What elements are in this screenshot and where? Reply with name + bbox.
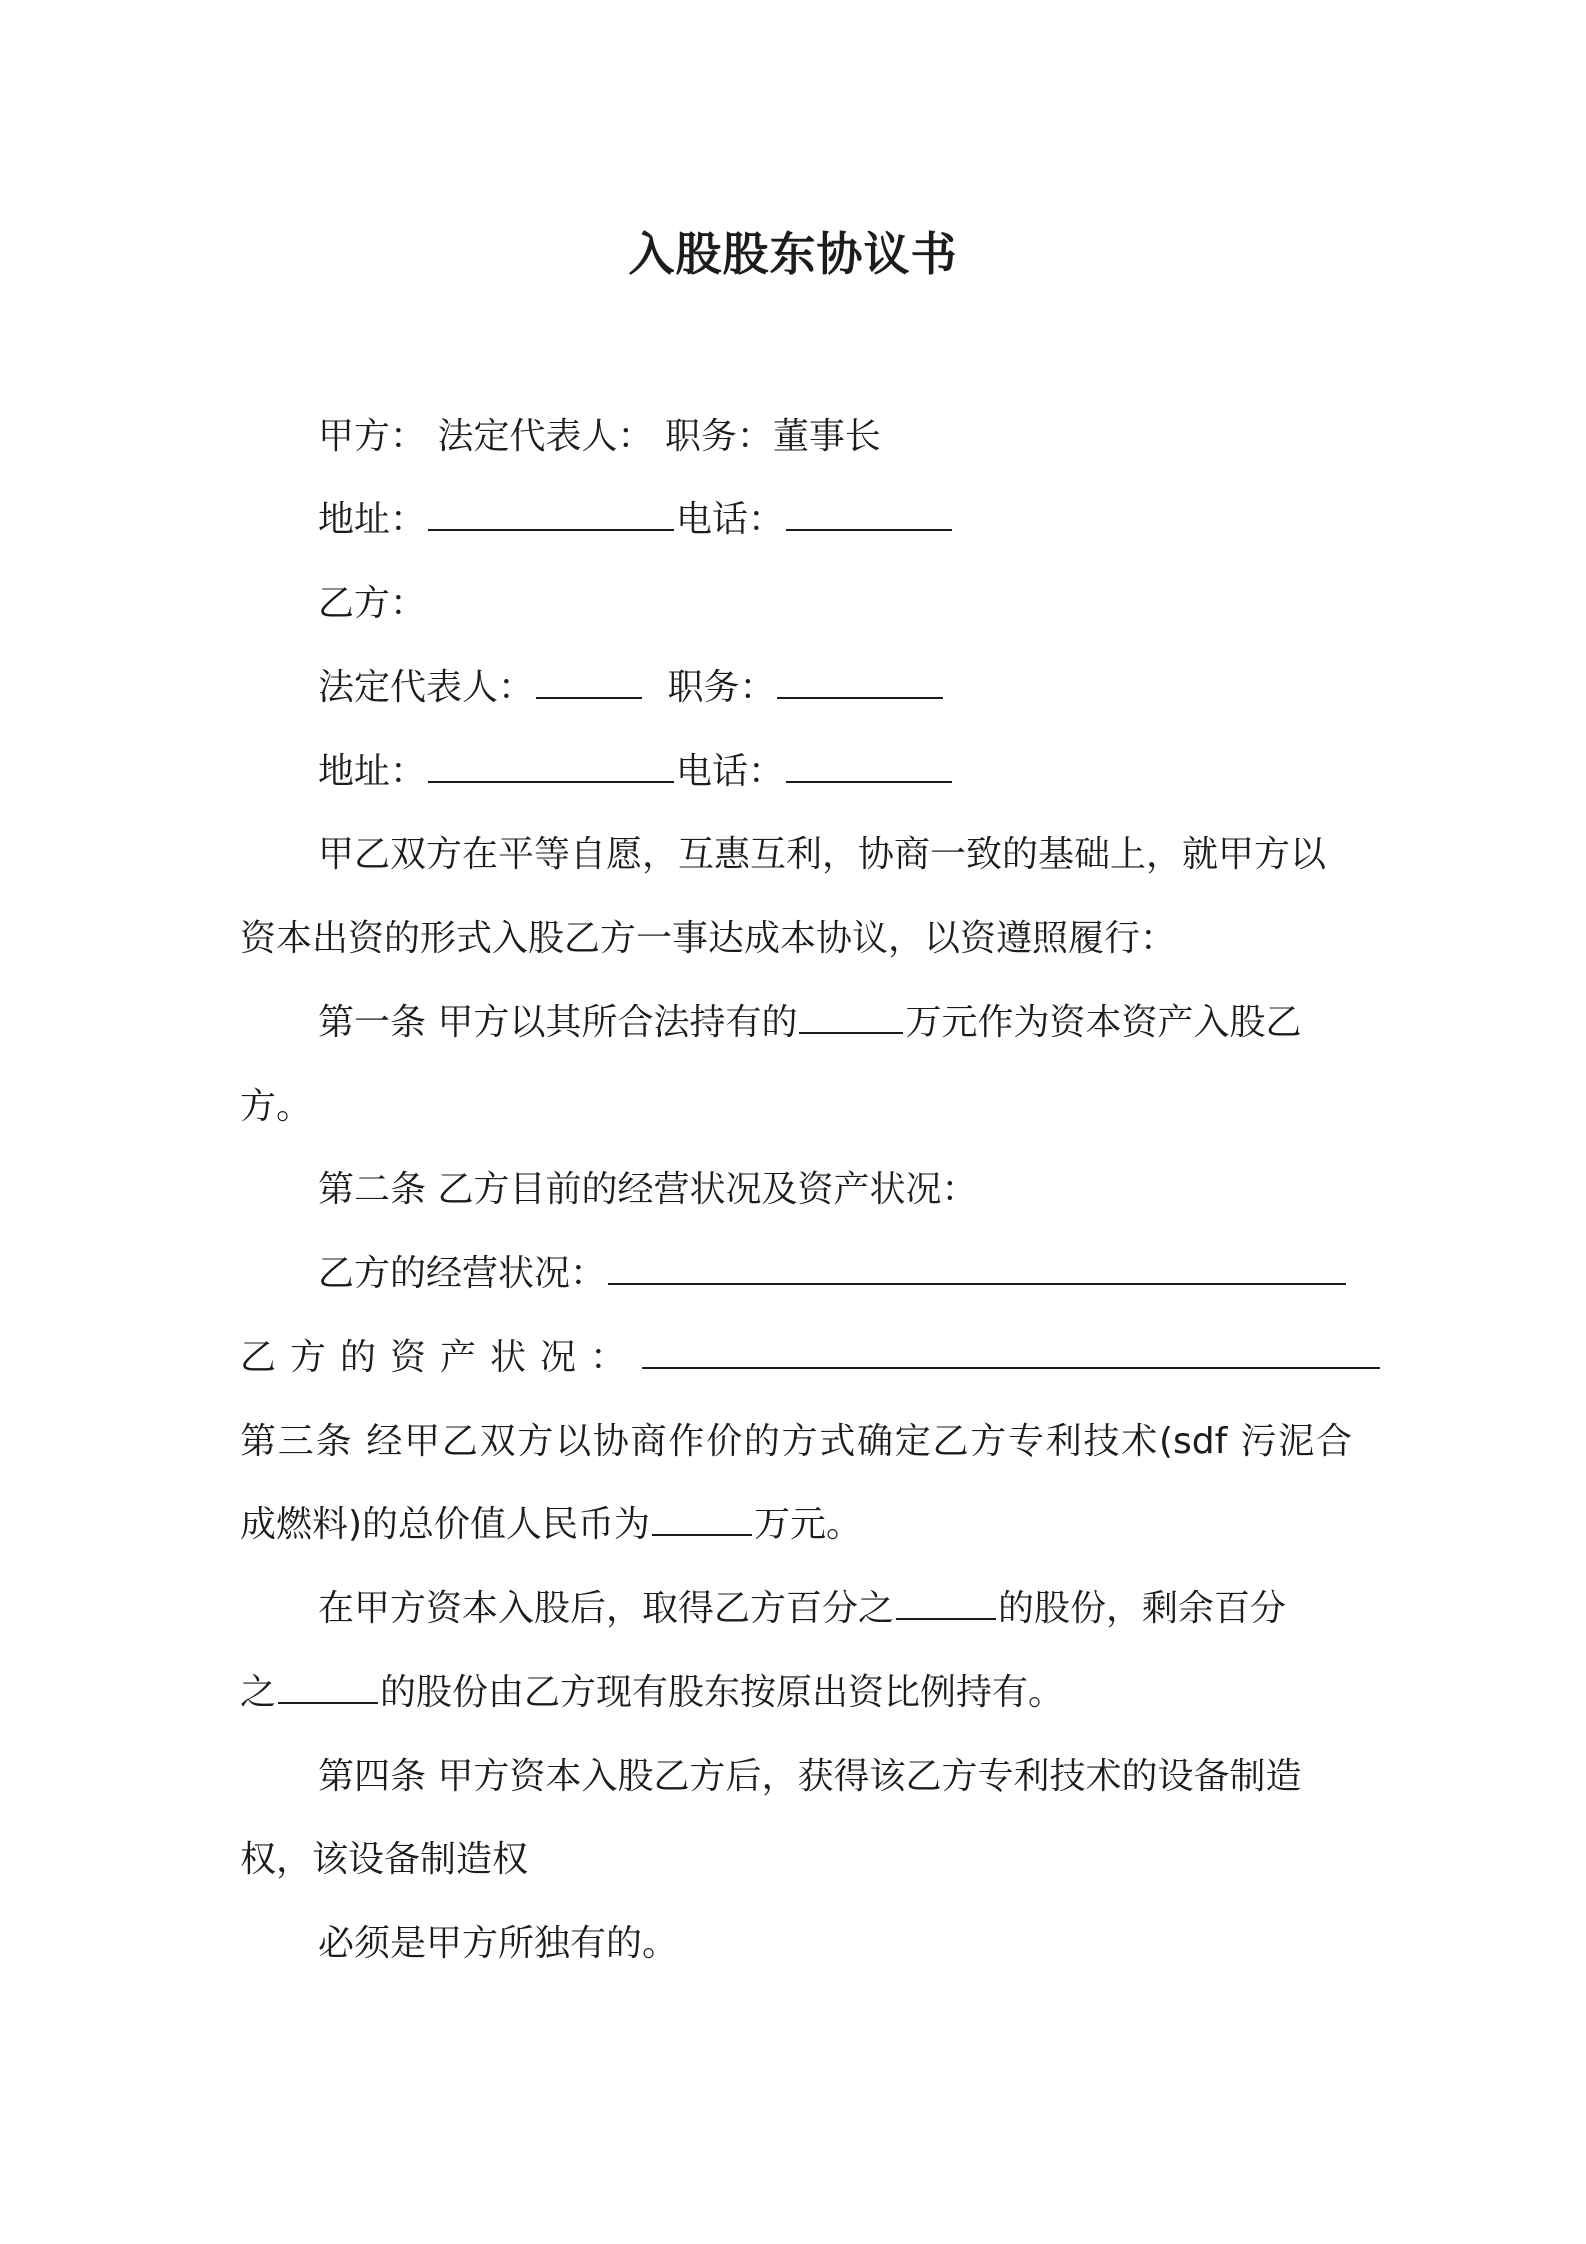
- article-2-asset-label: 乙方的资产状况：: [240, 1337, 641, 1378]
- article-3-share-text-1b: 的股份，剩余百分: [998, 1588, 1287, 1629]
- preamble-line-1: 甲乙双方在平等自愿，互惠互利，协商一致的基础上，就甲方以: [318, 834, 1327, 875]
- party-b-position-blank: [777, 667, 943, 699]
- party-a-phone-blank: [786, 499, 952, 531]
- article-3-text-1: 第三条 经甲乙双方以协商作价的方式确定乙方专利技术(sdf 污泥合: [240, 1421, 1352, 1462]
- article-1-line-2: 方。: [240, 1086, 313, 1127]
- party-b-phone-blank: [786, 751, 952, 783]
- article-2-heading: 第二条 乙方目前的经营状况及资产状况：: [318, 1169, 978, 1210]
- article-2-asset-blank: [642, 1337, 1380, 1369]
- article-2-operation-line: [318, 1252, 1348, 1296]
- article-3-value-blank: [652, 1504, 752, 1536]
- party-b-rep-label: 法定代表人：: [318, 667, 535, 708]
- party-b-rep-blank: [536, 667, 642, 699]
- party-a-address-label: 地址：: [318, 499, 427, 540]
- article-3-line-2: [240, 1503, 862, 1547]
- party-b-phone-label: 电话：: [676, 751, 785, 792]
- party-b-label: 乙方：: [318, 583, 427, 624]
- article-3-share-blank-2: [278, 1672, 378, 1704]
- article-3-share-text-2b: 的股份由乙方现有股东按原出资比例持有。: [380, 1672, 1065, 1713]
- party-b-rep-line: [318, 666, 945, 710]
- party-a-phone-label: 电话：: [676, 499, 785, 540]
- article-4-line-1: 第四条 甲方资本入股乙方后，获得该乙方专利技术的设备制造: [318, 1756, 1302, 1797]
- party-a-line: 甲方： 法定代表人： 职务：董事长: [318, 416, 881, 457]
- article-1-text-b: 万元作为资本资产入股乙: [905, 1002, 1302, 1043]
- article-2-asset-line: [240, 1336, 1382, 1380]
- party-b-address-blank: [428, 751, 674, 783]
- article-3-line-1: [240, 1420, 1352, 1464]
- article-3-share-text-1a: 在甲方资本入股后，取得乙方百分之: [318, 1588, 895, 1629]
- article-2-operation-label: 乙方的经营状况：: [318, 1253, 607, 1294]
- article-4-line-3: 必须是甲方所独有的。: [318, 1923, 679, 1964]
- article-3-share-blank-1: [896, 1588, 996, 1620]
- party-b-address-label: 地址：: [318, 751, 427, 792]
- article-1-amount-blank: [799, 1002, 903, 1034]
- article-3-text-2a: 成燃料)的总价值人民币为: [240, 1504, 651, 1545]
- article-2-operation-blank: [608, 1253, 1346, 1285]
- party-a-address-blank: [428, 499, 674, 531]
- article-1-line-1: [318, 1001, 1301, 1045]
- document-title: 入股股东协议书: [628, 227, 958, 281]
- article-1-text-a: 第一条 甲方以其所合法持有的: [318, 1002, 798, 1043]
- party-b-position-label: 职务：: [667, 667, 776, 708]
- article-3-text-2b: 万元。: [754, 1504, 863, 1545]
- article-3-share-text-2a: 之: [240, 1672, 277, 1713]
- article-3-share-line-2: [240, 1671, 1064, 1715]
- article-4-line-2: 权，该设备制造权: [240, 1839, 529, 1880]
- party-a-contact-line: [318, 498, 954, 542]
- preamble-line-2: 资本出资的形式入股乙方一事达成本协议，以资遵照履行：: [240, 918, 1177, 959]
- party-b-contact-line: [318, 750, 954, 794]
- article-3-share-line-1: [318, 1587, 1286, 1631]
